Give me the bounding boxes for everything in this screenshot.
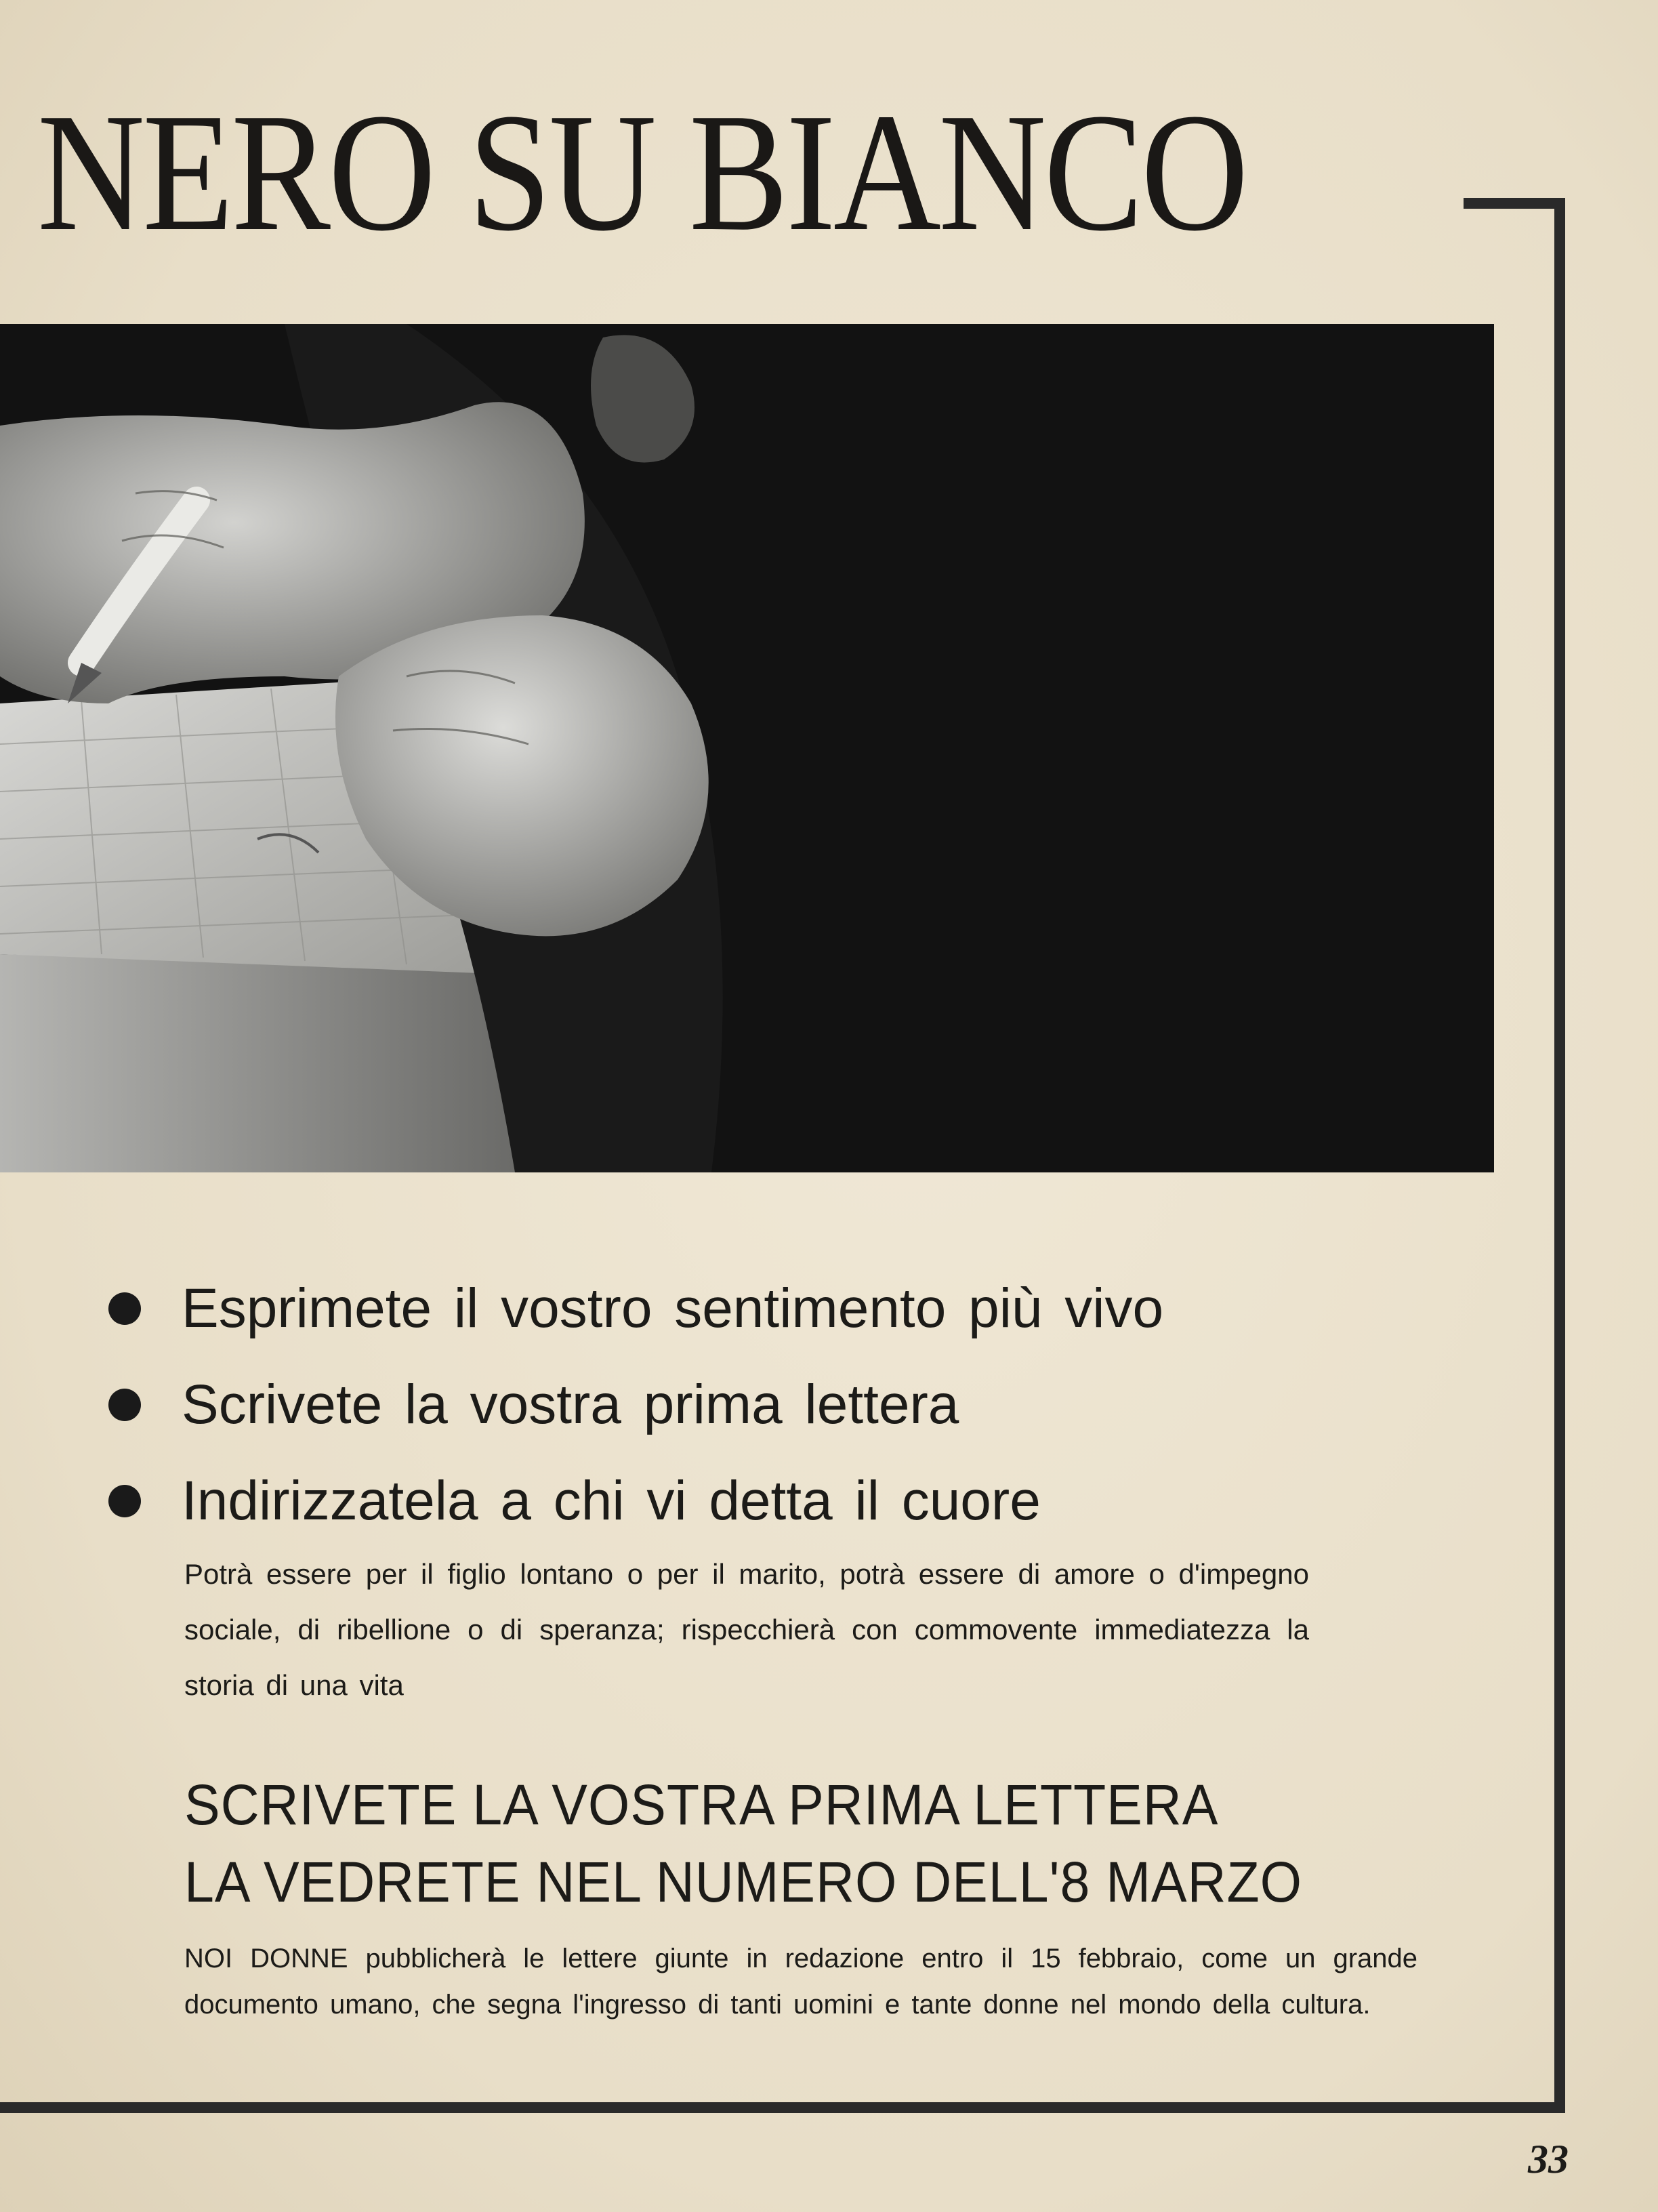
frame-border-right (1554, 198, 1565, 2113)
bullet-text: Indirizzatela a chi vi detta il cuore (182, 1470, 1041, 1532)
list-item (108, 1357, 1396, 1453)
frame-border-bottom (0, 2102, 1565, 2113)
page-title: NERO SU BIANCO (37, 79, 1247, 266)
list-item (108, 1261, 1396, 1357)
headline (184, 1766, 1445, 1921)
headline-line-2: LA VEDRETE NEL NUMERO DELL'8 MARZO (184, 1850, 1303, 1914)
page-number: 33 (1528, 2137, 1569, 2182)
bullet-text: Esprimete il vostro sentimento più vivo (182, 1277, 1164, 1339)
headline-line-1: SCRIVETE LA VOSTRA PRIMA LETTERA (184, 1773, 1219, 1837)
footer-paragraph: NOI DONNE pubblicherà le lettere giunte in redazione entro il 15 febbraio, come un grande documento umano, che segna l'ingresso di tanti uomini e tante donne nel mondo della cultura. (184, 1944, 1417, 2020)
photo-illustration (0, 324, 1494, 1172)
frame-border-top (1464, 198, 1565, 209)
bullet-list (108, 1261, 1396, 1549)
hands-writing-photo (0, 324, 1494, 1172)
bullet-icon (108, 1292, 141, 1325)
bullet-icon (108, 1485, 141, 1517)
bullet-icon (108, 1389, 141, 1421)
list-item (108, 1453, 1396, 1549)
body-paragraph: Potrà essere per il figlio lontano o per il marito, potrà essere di amore o d'impegno sociale, di ribellione o di speranza; rispecchierà con commovente immediatezza la storia di una vita (184, 1558, 1309, 1701)
bullet-text: Scrivete la vostra prima lettera (182, 1374, 959, 1435)
